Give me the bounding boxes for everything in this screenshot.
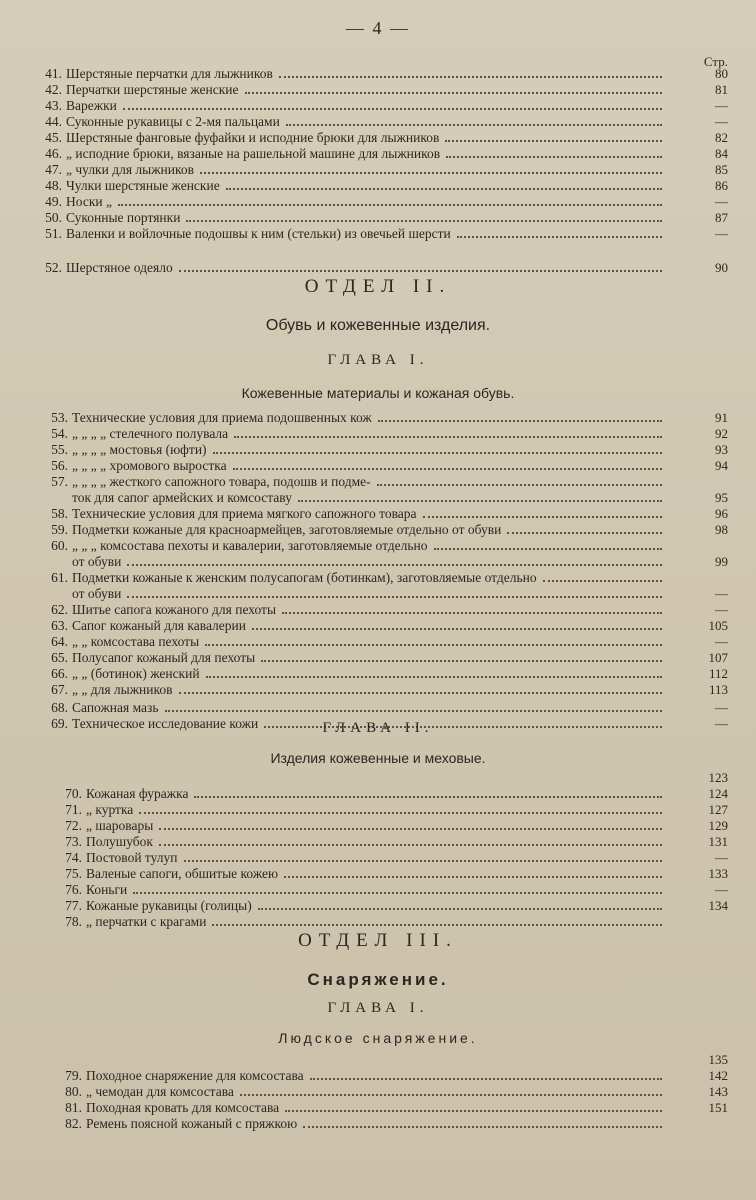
item-page-number: 99 [715, 554, 728, 569]
item-page-number: 91 [715, 410, 728, 425]
item-number: 63. [51, 618, 68, 633]
list-item [36, 426, 668, 442]
item-title: Коньги [86, 882, 128, 897]
list-item [30, 162, 668, 178]
list-item [30, 98, 668, 114]
item-page-number: 92 [715, 426, 728, 441]
item-title: Технические условия для приема подошвенных кож [72, 410, 372, 425]
list-item [36, 682, 668, 698]
dot-leader [179, 692, 662, 694]
list-item [50, 898, 668, 914]
dot-leader [212, 924, 662, 926]
item-page-number: 131 [708, 834, 728, 849]
item-title: „ „ „ комсостава пехоты и кавалерии, заготовляемые отдельно [72, 538, 428, 553]
dot-leader [127, 596, 662, 598]
list-item [30, 66, 668, 82]
item-number: 53. [51, 410, 68, 425]
dot-leader [213, 452, 662, 454]
dot-leader [310, 1078, 662, 1080]
item-number: 55. [51, 442, 68, 457]
item-page-number: 84 [715, 146, 728, 161]
list-item [36, 522, 668, 538]
list-item [50, 866, 668, 882]
list-item [36, 554, 668, 570]
item-page-number: 87 [715, 210, 728, 225]
list-item [50, 1068, 668, 1084]
item-page-number: 105 [708, 618, 728, 633]
item-page-number: 80 [715, 66, 728, 81]
item-title: Валеные сапоги, обшитые кожею [86, 866, 279, 881]
item-title: „ „ „ „ мостовья (юфти) [72, 442, 207, 457]
item-title: Постовой тулуп [86, 850, 178, 865]
dot-leader [423, 516, 663, 518]
item-page-number: 96 [715, 506, 728, 521]
item-number: 71. [65, 802, 82, 817]
dot-leader [240, 1094, 662, 1096]
list-item [30, 194, 668, 210]
item-title: „ куртка [86, 802, 134, 817]
list-item [36, 666, 668, 682]
list-item [30, 210, 668, 226]
dot-leader [286, 124, 662, 126]
item-number: 66. [51, 666, 68, 681]
item-title: Подметки кожаные к женским полусапогам (ботинкам), заготовляемые отдельно [72, 570, 537, 585]
dot-leader [184, 860, 662, 862]
item-number: 61. [51, 570, 68, 585]
dot-leader [186, 220, 662, 222]
item-title: Кожаная фуражка [86, 786, 189, 801]
item-page-number: — [715, 700, 728, 715]
dot-leader [457, 236, 662, 238]
item-page-number: 93 [715, 442, 728, 457]
item-title: Шерстяное одеяло [66, 260, 173, 275]
item-number: 49. [45, 194, 62, 209]
item-number: 80. [65, 1084, 82, 1099]
dot-leader [133, 892, 662, 894]
list-item [36, 490, 668, 506]
item-number: 57. [51, 474, 68, 489]
dot-leader [445, 140, 662, 142]
list-item [30, 226, 668, 242]
item-page-number: 123 [708, 770, 728, 785]
item-page-number: 142 [708, 1068, 728, 1083]
list-item [36, 442, 668, 458]
list-item [30, 82, 668, 98]
dot-leader [446, 156, 662, 158]
list-item [36, 700, 668, 716]
dot-leader [194, 796, 662, 798]
item-number: 59. [51, 522, 68, 537]
dot-leader [200, 172, 662, 174]
list-item [36, 506, 668, 522]
item-page-number: — [715, 634, 728, 649]
dot-leader [206, 676, 662, 678]
dot-leader [179, 270, 662, 272]
dot-leader [507, 532, 662, 534]
item-number: 65. [51, 650, 68, 665]
dot-leader [205, 644, 662, 646]
list-item [36, 570, 668, 586]
dot-leader [298, 500, 662, 502]
dot-leader [127, 564, 662, 566]
list-item [50, 850, 668, 866]
dot-leader [434, 548, 662, 550]
chapter-heading-otdel3-glava-1: ГЛАВА I. [327, 1000, 429, 1016]
item-title: Полусапог кожаный для пехоты [72, 650, 256, 665]
item-page-number: — [715, 226, 728, 241]
list-item [50, 1100, 668, 1116]
item-title: Подметки кожаные для красноармейцев, заготовляемые отдельно от обуви [72, 522, 502, 537]
item-page-number: 129 [708, 818, 728, 833]
dot-leader [165, 710, 662, 712]
item-number: 45. [45, 130, 62, 145]
dot-leader [284, 876, 662, 878]
list-item [36, 634, 668, 650]
section-subtitle-otdel-3: Снаряжение. [307, 970, 449, 989]
dot-leader [282, 612, 662, 614]
item-title: Чулки шерстяные женские [66, 178, 220, 193]
dot-leader [303, 1126, 662, 1128]
list-item [50, 1084, 668, 1100]
item-title: Шерстяные фанговые фуфайки и исподние брюки для лыжников [66, 130, 440, 145]
item-page-number: — [715, 716, 728, 731]
list-item [50, 882, 668, 898]
page-number-header: — 4 — [346, 18, 410, 38]
dot-leader [233, 468, 662, 470]
item-number: 44. [45, 114, 62, 129]
list-item [30, 260, 668, 276]
dot-leader [159, 828, 662, 830]
dot-leader [377, 484, 662, 486]
item-number: 68. [51, 700, 68, 715]
dot-leader [258, 908, 662, 910]
list-item [30, 146, 668, 162]
item-number: 76. [65, 882, 82, 897]
item-page-number: 124 [708, 786, 728, 801]
item-number: 51. [45, 226, 62, 241]
item-number: 75. [65, 866, 82, 881]
item-page-number: — [715, 850, 728, 865]
item-title: Шерстяные перчатки для лыжников [66, 66, 273, 81]
item-page-number: 133 [708, 866, 728, 881]
list-item [50, 818, 668, 834]
item-number: 82. [65, 1116, 82, 1131]
page-column-label: Стр. [703, 54, 728, 69]
dot-leader [139, 812, 662, 814]
list-item [36, 538, 668, 554]
item-number: 79. [65, 1068, 82, 1083]
item-page-number: 134 [708, 898, 728, 913]
item-page-number: — [715, 194, 728, 209]
item-title: Сапог кожаный для кавалерии [72, 618, 246, 633]
item-number: 58. [51, 506, 68, 521]
item-page-number: 112 [708, 666, 728, 681]
item-page-number: — [715, 586, 728, 601]
item-page-number: 90 [715, 260, 728, 275]
section-heading-otdel-2: ОТДЕЛ II. [304, 276, 452, 297]
item-title: Кожаные рукавицы (голицы) [86, 898, 252, 913]
item-page-number: 151 [708, 1100, 728, 1115]
item-number: 47. [45, 162, 62, 177]
item-number: 50. [45, 210, 62, 225]
item-number: 60. [51, 538, 68, 553]
item-page-number: 82 [715, 130, 728, 145]
item-number: 56. [51, 458, 68, 473]
dot-leader [226, 188, 662, 190]
item-page-number: — [715, 98, 728, 113]
item-title: „ шаровары [86, 818, 154, 833]
chapter-heading-glava-2: ГЛАВА II. [322, 720, 434, 736]
item-title: Варежки [66, 98, 117, 113]
item-title: Походная кровать для комсостава [86, 1100, 280, 1115]
dot-leader [261, 660, 662, 662]
dot-leader [285, 1110, 662, 1112]
item-number: 81. [65, 1100, 82, 1115]
item-number: 64. [51, 634, 68, 649]
dot-leader [543, 580, 662, 582]
item-page-number: 135 [708, 1052, 728, 1067]
item-page-number: 85 [715, 162, 728, 177]
item-number: 72. [65, 818, 82, 833]
chapter-title-glava-1: Кожевенные материалы и кожаная обувь. [241, 385, 515, 401]
item-title: Суконные портянки [66, 210, 181, 225]
item-number: 42. [45, 82, 62, 97]
list-item [36, 586, 668, 602]
item-page-number: 98 [715, 522, 728, 537]
item-number: 74. [65, 850, 82, 865]
item-title: Суконные рукавицы с 2-мя пальцами [66, 114, 280, 129]
item-page-number: — [715, 602, 728, 617]
item-title: „ „ „ „ хромового выростка [72, 458, 227, 473]
item-title: Носки „ [66, 194, 112, 209]
item-title: „ „ „ „ стелечного полувала [72, 426, 229, 441]
item-number: 54. [51, 426, 68, 441]
item-page-number: 113 [708, 682, 728, 697]
item-number: 67. [51, 682, 68, 697]
item-page-number: 107 [708, 650, 728, 665]
item-title: Ремень поясной кожаный с пряжкою [86, 1116, 298, 1131]
list-item [50, 1116, 668, 1132]
list-item [50, 786, 668, 802]
chapter-heading-glava-1: ГЛАВА I. [327, 352, 429, 368]
dot-leader [123, 108, 662, 110]
item-title: „ „ „ „ жесткого сапожного товара, подошв и подме- [72, 474, 371, 489]
dot-leader [118, 204, 662, 206]
item-page-number: 95 [715, 490, 728, 505]
item-page-number: — [715, 114, 728, 129]
item-number: 69. [51, 716, 68, 731]
item-title: „ исподние брюки, вязаные на рашельной машине для лыжников [66, 146, 441, 161]
chapter-title-glava-2: Изделия кожевенные и меховые. [270, 750, 486, 766]
item-page-number: 86 [715, 178, 728, 193]
item-page-number: 94 [715, 458, 728, 473]
item-number: 48. [45, 178, 62, 193]
list-item [36, 474, 668, 490]
dot-leader [159, 844, 662, 846]
item-title: Перчатки шерстяные женские [66, 82, 239, 97]
item-title: „ „ (ботинок) женский [72, 666, 200, 681]
item-number: 43. [45, 98, 62, 113]
item-number: 73. [65, 834, 82, 849]
list-item [36, 618, 668, 634]
item-title: „ чемодан для комсостава [86, 1084, 234, 1099]
dot-leader [245, 92, 662, 94]
list-item [30, 178, 668, 194]
item-page-number: 143 [708, 1084, 728, 1099]
item-title: от обуви [72, 586, 122, 601]
list-item [50, 802, 668, 818]
dot-leader [234, 436, 662, 438]
item-title: „ чулки для лыжников [66, 162, 194, 177]
section-heading-otdel-3: ОТДЕЛ III. [298, 930, 458, 951]
dot-leader [279, 76, 662, 78]
item-page-number: 127 [708, 802, 728, 817]
item-title: Шитье сапога кожаного для пехоты [72, 602, 277, 617]
chapter-title-otdel3-glava-1: Людское снаряжение. [278, 1030, 478, 1046]
item-title: „ „ для лыжников [72, 682, 173, 697]
section-subtitle-otdel-2: Обувь и кожевенные изделия. [265, 317, 491, 334]
dot-leader [252, 628, 662, 630]
item-title: Походное снаряжение для комсостава [86, 1068, 304, 1083]
list-item [50, 914, 668, 930]
list-item [36, 650, 668, 666]
item-title: Сапожная мазь [72, 700, 159, 715]
item-title: „ „ комсостава пехоты [72, 634, 200, 649]
item-title: Технические условия для приема мягкого сапожного товара [72, 506, 417, 521]
item-number: 52. [45, 260, 62, 275]
list-item [36, 410, 668, 426]
list-item [36, 602, 668, 618]
item-title: Техническое исследование кожи [72, 716, 259, 731]
item-number: 78. [65, 914, 82, 929]
item-title: от обуви [72, 554, 122, 569]
list-item [36, 458, 668, 474]
item-number: 70. [65, 786, 82, 801]
dot-leader [378, 420, 662, 422]
list-item [30, 130, 668, 146]
item-number: 77. [65, 898, 82, 913]
item-title: Валенки и войлочные подошвы к ним (стельки) из овечьей шерсти [66, 226, 451, 241]
list-item [50, 834, 668, 850]
item-page-number: — [715, 882, 728, 897]
item-number: 46. [45, 146, 62, 161]
item-title: Полушубок [86, 834, 153, 849]
item-number: 62. [51, 602, 68, 617]
item-title: ток для сапог армейских и комсоставу [72, 490, 292, 505]
list-item [30, 114, 668, 130]
item-title: „ перчатки с крагами [86, 914, 207, 929]
item-page-number: 81 [715, 82, 728, 97]
item-number: 41. [45, 66, 62, 81]
